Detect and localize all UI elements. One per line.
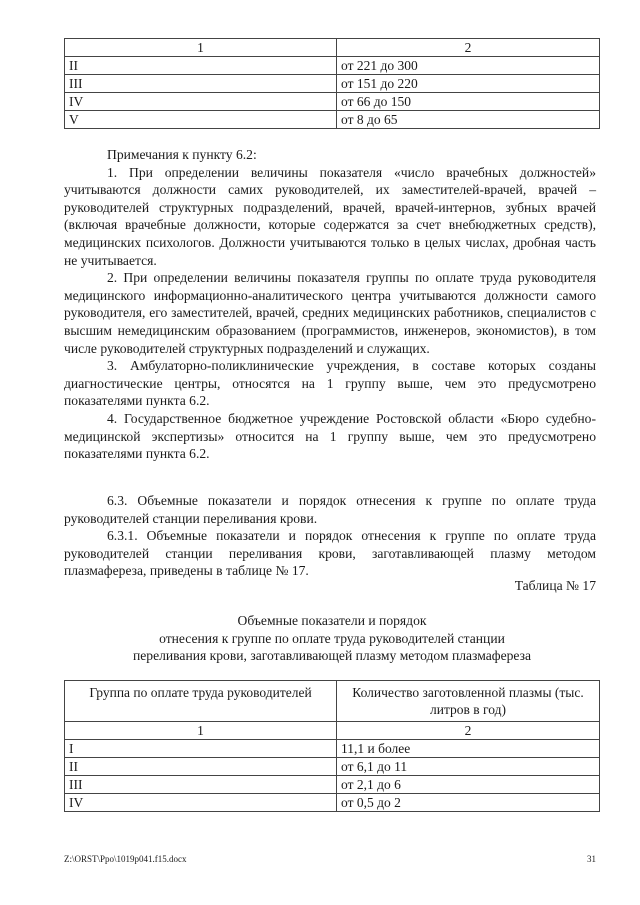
section-6-3 xyxy=(64,492,596,580)
table-caption xyxy=(64,612,600,665)
table-row xyxy=(65,57,600,75)
table-row xyxy=(65,722,600,740)
table-label: Таблица № 17 xyxy=(514,578,596,593)
caption-line: Объемные показатели и порядок xyxy=(237,613,427,628)
table-cell: от 221 до 300 xyxy=(337,57,600,75)
table-row xyxy=(65,111,600,129)
table-cell: I xyxy=(65,740,337,758)
table-cell: IV xyxy=(65,794,337,812)
table-row xyxy=(65,794,600,812)
table-row xyxy=(65,740,600,758)
page-number: 31 xyxy=(587,854,596,864)
caption-line: переливания крови, заготавливающей плазму методом плазмафереза xyxy=(132,648,532,664)
table-cell: 1 xyxy=(65,722,337,740)
table-row xyxy=(65,93,600,111)
note-item: 3. Амбулаторно-поликлинические учреждения, в составе которых созданы диагностические центры, относятся на 1 группу выше, чем это предусмотрено показателями пункта 6.2. xyxy=(64,358,596,409)
table-header-row xyxy=(65,681,600,722)
footer-file-path: Z:\ORST\Ppo\1019p041.f15.docx xyxy=(64,854,187,864)
caption-line: отнесения к группе по оплате труда руководителей станции xyxy=(159,630,505,646)
table-cell: III xyxy=(65,75,337,93)
note-item: 1. При определении величины показателя «число врачебных должностей» учитываются должности самих руководителей, их заместителей-врачей, врачей – руководителей структурных подразделений, врачей, врачей-интернов, зубных врачей (включая врачебные должности, которые содержатся за счет внебюджетных средств), медицинских психологов. Должности учитываются только в целых числах, дробная часть не учитывается. xyxy=(64,164,596,268)
top-table xyxy=(64,38,600,129)
table-cell: от 0,5 до 2 xyxy=(337,794,600,812)
section-paragraph: 6.3. Объемные показатели и порядок отнесения к группе по оплате труда руководителей станции переливания крови. xyxy=(64,493,596,526)
column-header: Группа по оплате труда руководителей xyxy=(65,681,337,722)
table-row xyxy=(65,75,600,93)
table-cell: III xyxy=(65,776,337,794)
table-cell: от 8 до 65 xyxy=(337,111,600,129)
table-cell: 2 xyxy=(337,39,600,57)
note-item: 4. Государственное бюджетное учреждение Ростовской области «Бюро судебно-медицинской экспертизы» относится на 1 группу выше, чем это предусмотрено показателями пункта 6.2. xyxy=(64,410,596,462)
table-row xyxy=(65,758,600,776)
table-cell: 1 xyxy=(65,39,337,57)
section-paragraph: 6.3.1. Объемные показатели и порядок отнесения к группе по оплате труда руководителей станции переливания крови, заготавливающей плазму методом плазмафереза, приведены в таблице № 17. xyxy=(64,528,596,579)
table-cell: от 66 до 150 xyxy=(337,93,600,111)
column-header: Количество заготовленной плазмы (тыс. литров в год) xyxy=(337,681,600,722)
table-row xyxy=(65,39,600,57)
notes-block xyxy=(64,146,596,463)
table-cell: IV xyxy=(65,93,337,111)
table-cell: от 151 до 220 xyxy=(337,75,600,93)
bottom-table xyxy=(64,680,600,812)
notes-title: Примечания к пункту 6.2: xyxy=(107,147,257,162)
note-item: 2. При определении величины показателя группы по оплате труда руководителя медицинского информационно-аналитического центра учитываются должности самого руководителя, его заместителей, врачей, средних медицинских работников, специалистов с высшим немедицинским образованием (программистов, инженеров, экономистов), в том числе руководителей структурных подразделений и служащих. xyxy=(64,270,596,356)
table-cell: 2 xyxy=(337,722,600,740)
table-cell: II xyxy=(65,57,337,75)
table-cell: V xyxy=(65,111,337,129)
table-cell: 11,1 и более xyxy=(337,740,600,758)
table-cell: от 2,1 до 6 xyxy=(337,776,600,794)
table-cell: II xyxy=(65,758,337,776)
table-cell: от 6,1 до 11 xyxy=(337,758,600,776)
table-row xyxy=(65,776,600,794)
